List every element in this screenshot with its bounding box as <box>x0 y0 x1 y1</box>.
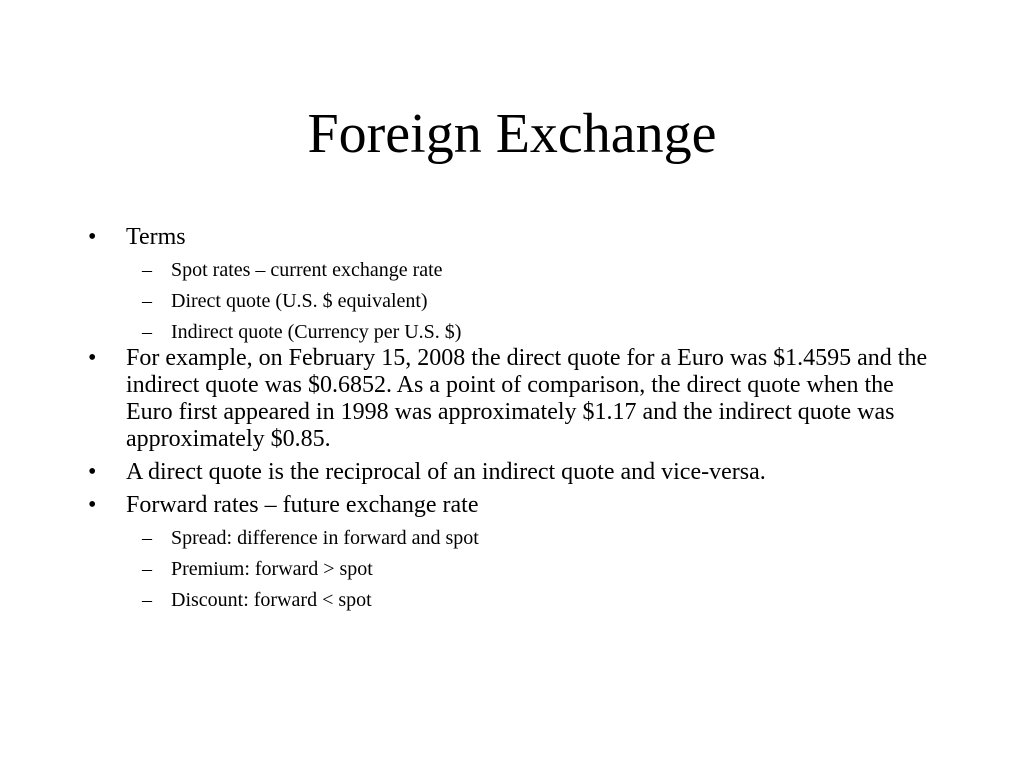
sub-bullet-text: Discount: forward < spot <box>171 589 372 611</box>
dash-icon: – <box>142 527 152 549</box>
bullet-text: For example, on February 15, 2008 the direct quote for a Euro was $1.4595 and the indirect quote was $0.6852. As a point of comparison, the direct quote when the Euro first appeared in 1998 was approximately $1.17 and the indirect quote was approximately $0.85. <box>126 345 928 452</box>
sub-bullet-item <box>86 557 946 581</box>
bullet-text: Terms <box>126 224 186 250</box>
slide-content <box>86 224 946 612</box>
dash-icon: – <box>142 290 152 312</box>
bullet-item <box>86 345 946 453</box>
bullet-item <box>86 224 946 251</box>
dash-icon: – <box>142 259 152 281</box>
bullet-item <box>86 492 946 519</box>
slide-title: Foreign Exchange <box>307 103 717 165</box>
bullet-item <box>86 459 946 486</box>
sub-bullet-text: Premium: forward > spot <box>171 558 373 580</box>
sub-bullet-item <box>86 289 946 313</box>
sub-bullet-item <box>86 588 946 612</box>
bullet-dot-icon: • <box>88 345 97 371</box>
sub-bullet-text: Direct quote (U.S. $ equivalent) <box>171 290 428 312</box>
sub-bullet-text: Spot rates – current exchange rate <box>171 259 443 281</box>
dash-icon: – <box>142 321 152 343</box>
bullet-dot-icon: • <box>88 459 97 485</box>
sub-bullet-item <box>86 320 946 344</box>
sub-bullet-item <box>86 258 946 282</box>
bullet-text: A direct quote is the reciprocal of an indirect quote and vice-versa. <box>126 459 766 485</box>
dash-icon: – <box>142 558 152 580</box>
sub-bullet-text: Indirect quote (Currency per U.S. $) <box>171 321 462 343</box>
bullet-dot-icon: • <box>88 224 97 250</box>
sub-bullet-text: Spread: difference in forward and spot <box>171 527 479 549</box>
sub-bullet-item <box>86 526 946 550</box>
dash-icon: – <box>142 589 152 611</box>
bullet-dot-icon: • <box>88 492 97 518</box>
bullet-text: Forward rates – future exchange rate <box>126 492 479 518</box>
